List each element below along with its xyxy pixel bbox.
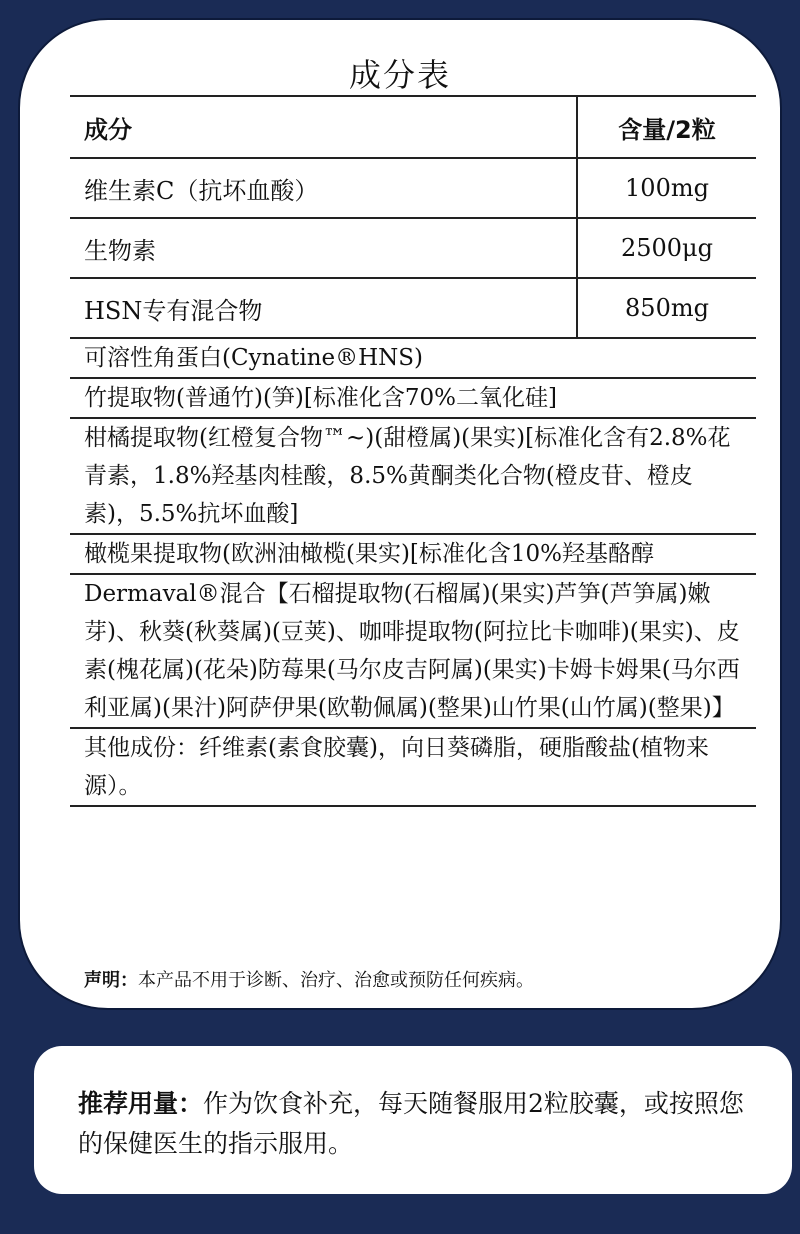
- table-row: [70, 418, 756, 534]
- ingredient-name: 维生素C（抗坏血酸）: [70, 158, 577, 218]
- table-row: [70, 378, 756, 418]
- table-row: [70, 534, 756, 574]
- header-amount: 含量/2粒: [577, 96, 756, 158]
- table-header-row: [70, 96, 756, 158]
- table-row: [70, 574, 756, 728]
- ingredient-name: HSN专有混合物: [70, 278, 577, 338]
- supplement-facts-card: [18, 18, 782, 1010]
- table-row: [70, 158, 756, 218]
- ingredient-full-text: 竹提取物(普通竹)(笋)[标准化含70%二氧化硅]: [70, 378, 756, 418]
- dosage-card: [34, 1046, 792, 1194]
- ingredient-amount: 2500μg: [577, 218, 756, 278]
- ingredient-full-text: 橄榄果提取物(欧洲油橄榄(果实)[标准化含10%羟基酪醇: [70, 534, 756, 574]
- ingredient-full-text: Dermaval®混合【石榴提取物(石榴属)(果实)芦笋(芦笋属)嫩芽)、秋葵(秋葵属)(豆荚)、咖啡提取物(阿拉比卡咖啡)(果实)、皮素(槐花属)(花朵)防莓果(马尔皮吉阿属)(果实)卡姆卡姆果(马尔西利亚属)(果汁)阿萨伊果(欧勒佩属)(整果)山竹果(山竹属)(整果)】: [70, 574, 756, 728]
- disclaimer-label: 声明：: [84, 970, 138, 991]
- table-row: [70, 278, 756, 338]
- header-ingredient: 成分: [70, 96, 577, 158]
- table-row: [70, 338, 756, 378]
- disclaimer-text: 本产品不用于诊断、治疗、治愈或预防任何疾病。: [138, 970, 534, 991]
- other-ingredients: 其他成份：纤维素(素食胶囊)，向日葵磷脂，硬脂酸盐(植物来源）。: [70, 728, 756, 806]
- disclaimer: [84, 966, 534, 992]
- ingredient-full-text: 柑橘提取物(红橙复合物™~)(甜橙属)(果实)[标准化含有2.8%花青素，1.8%羟基肉桂酸，8.5%黄酮类化合物(橙皮苷、橙皮素)，5.5%抗坏血酸]: [70, 418, 756, 534]
- table-row: [70, 218, 756, 278]
- ingredient-amount: 850mg: [577, 278, 756, 338]
- ingredient-amount: 100mg: [577, 158, 756, 218]
- page-title: 成分表: [348, 56, 451, 94]
- table-row: [70, 728, 756, 806]
- dosage-text: 作为饮食补充，每天随餐服用2粒胶囊，或按照您的保健医生的指示服用。: [78, 1089, 744, 1158]
- dosage-label: 推荐用量：: [78, 1089, 204, 1118]
- ingredient-name: 生物素: [70, 218, 577, 278]
- ingredients-table: [70, 95, 756, 807]
- ingredient-full-text: 可溶性角蛋白(Cynatine®HNS): [70, 338, 756, 378]
